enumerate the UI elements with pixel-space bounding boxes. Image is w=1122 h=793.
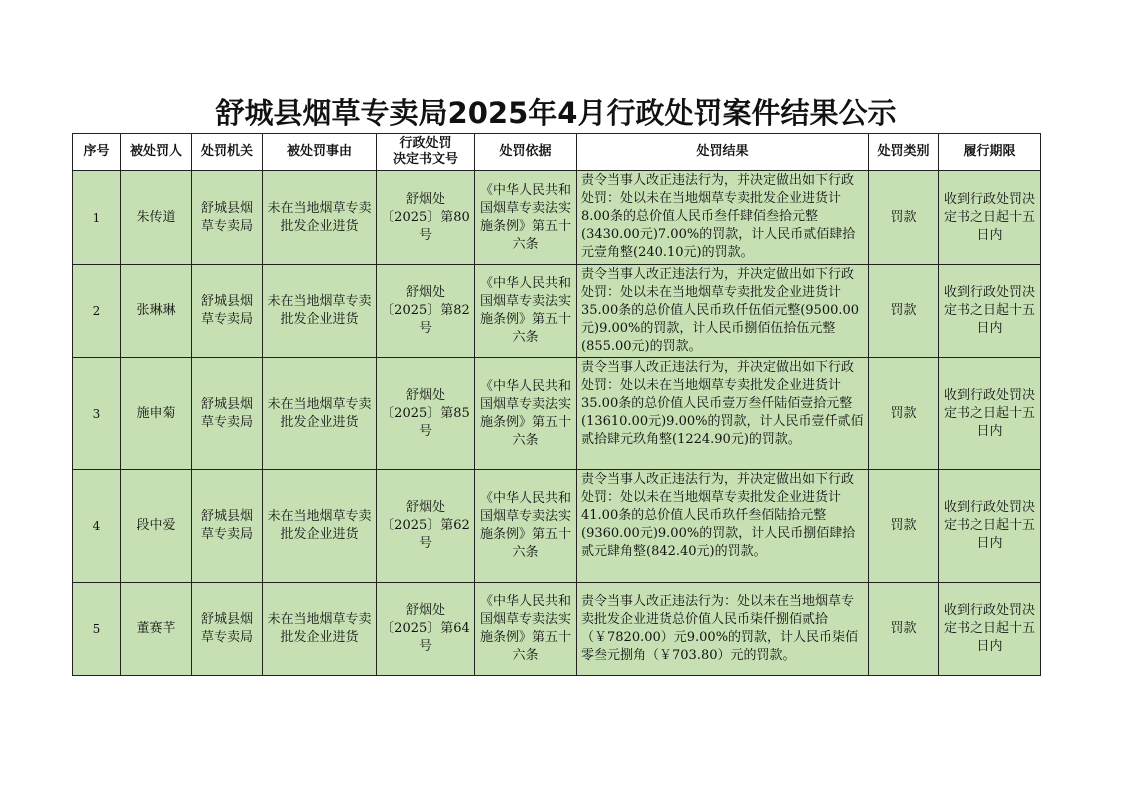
cell-doc-no: 舒烟处〔2025〕第82号 xyxy=(377,265,475,358)
cell-seq: 4 xyxy=(73,470,121,583)
cell-doc-no: 舒烟处〔2025〕第64号 xyxy=(377,583,475,676)
cell-person: 朱传道 xyxy=(121,171,192,265)
table-row xyxy=(73,265,1041,358)
cell-reason: 未在当地烟草专卖批发企业进货 xyxy=(263,583,377,676)
table-row xyxy=(73,358,1041,470)
cell-reason: 未在当地烟草专卖批发企业进货 xyxy=(263,470,377,583)
cell-category: 罚款 xyxy=(869,265,939,358)
cell-basis: 《中华人民共和国烟草专卖法实施条例》第五十六条 xyxy=(475,470,577,583)
table-body xyxy=(73,171,1041,676)
column-header-result: 处罚结果 xyxy=(577,134,869,171)
cell-deadline: 收到行政处罚决定书之日起十五日内 xyxy=(939,265,1041,358)
cell-authority: 舒城县烟草专卖局 xyxy=(192,583,263,676)
cell-person: 张琳琳 xyxy=(121,265,192,358)
cell-doc-no: 舒烟处〔2025〕第85号 xyxy=(377,358,475,470)
cell-category: 罚款 xyxy=(869,583,939,676)
cell-category: 罚款 xyxy=(869,358,939,470)
page-title: 舒城县烟草专卖局2025年4月行政处罚案件结果公示 xyxy=(215,96,897,130)
column-header-reason: 被处罚事由 xyxy=(263,134,377,171)
cell-person: 施申菊 xyxy=(121,358,192,470)
table-row xyxy=(73,171,1041,265)
cell-reason: 未在当地烟草专卖批发企业进货 xyxy=(263,171,377,265)
cell-deadline: 收到行政处罚决定书之日起十五日内 xyxy=(939,583,1041,676)
cell-basis: 《中华人民共和国烟草专卖法实施条例》第五十六条 xyxy=(475,358,577,470)
cell-basis: 《中华人民共和国烟草专卖法实施条例》第五十六条 xyxy=(475,171,577,265)
table-header xyxy=(73,134,1041,171)
column-header-basis: 处罚依据 xyxy=(475,134,577,171)
cell-category: 罚款 xyxy=(869,171,939,265)
cell-seq: 5 xyxy=(73,583,121,676)
cell-person: 董赛芊 xyxy=(121,583,192,676)
cell-basis: 《中华人民共和国烟草专卖法实施条例》第五十六条 xyxy=(475,265,577,358)
cell-result: 责令当事人改正违法行为，并决定做出如下行政处罚：处以未在当地烟草专卖批发企业进货计41.00条的总价值人民币玖仟叁佰陆拾元整(9360.00元)9.00%的罚款，计人民币捌佰肆拾贰元肆角整(842.40元)的罚款。 xyxy=(577,470,869,583)
cell-seq: 1 xyxy=(73,171,121,265)
cell-seq: 2 xyxy=(73,265,121,358)
cell-reason: 未在当地烟草专卖批发企业进货 xyxy=(263,358,377,470)
column-header-seq: 序号 xyxy=(73,134,121,171)
cell-category: 罚款 xyxy=(869,470,939,583)
cell-doc-no: 舒烟处〔2025〕第62号 xyxy=(377,470,475,583)
column-header-authority: 处罚机关 xyxy=(192,134,263,171)
cell-deadline: 收到行政处罚决定书之日起十五日内 xyxy=(939,358,1041,470)
cell-basis: 《中华人民共和国烟草专卖法实施条例》第五十六条 xyxy=(475,583,577,676)
column-header-person: 被处罚人 xyxy=(121,134,192,171)
header-row xyxy=(73,134,1041,171)
cell-authority: 舒城县烟草专卖局 xyxy=(192,470,263,583)
cell-deadline: 收到行政处罚决定书之日起十五日内 xyxy=(939,171,1041,265)
table-row xyxy=(73,583,1041,676)
cell-result: 责令当事人改正违法行为，并决定做出如下行政处罚：处以未在当地烟草专卖批发企业进货计35.00条的总价值人民币玖仟伍佰元整(9500.00元)9.00%的罚款，计人民币捌佰伍拾伍元整(855.00元)的罚款。 xyxy=(577,265,869,358)
cell-result: 责令当事人改正违法行为，并决定做出如下行政处罚：处以未在当地烟草专卖批发企业进货计8.00条的总价值人民币叁仟肆佰叁拾元整(3430.00元)7.00%的罚款，计人民币贰佰肆拾元壹角整(240.10元)的罚款。 xyxy=(577,171,869,265)
cell-authority: 舒城县烟草专卖局 xyxy=(192,265,263,358)
cell-seq: 3 xyxy=(73,358,121,470)
column-header-doc-no: 行政处罚 决定书文号 xyxy=(377,134,475,171)
cell-result: 责令当事人改正违法行为，并决定做出如下行政处罚：处以未在当地烟草专卖批发企业进货计35.00条的总价值人民币壹万叁仟陆佰壹拾元整(13610.00元)9.00%的罚款，计人民币壹仟贰佰贰拾肆元玖角整(1224.90元)的罚款。 xyxy=(577,358,869,470)
table-row xyxy=(73,470,1041,583)
cell-doc-no: 舒烟处〔2025〕第80号 xyxy=(377,171,475,265)
cell-person: 段中爱 xyxy=(121,470,192,583)
cell-reason: 未在当地烟草专卖批发企业进货 xyxy=(263,265,377,358)
column-header-category: 处罚类别 xyxy=(869,134,939,171)
cell-authority: 舒城县烟草专卖局 xyxy=(192,358,263,470)
cell-authority: 舒城县烟草专卖局 xyxy=(192,171,263,265)
cell-result: 责令当事人改正违法行为：处以未在当地烟草专卖批发企业进货总价值人民币柒仟捌佰贰拾（￥7820.00）元9.00%的罚款，计人民币柒佰零叁元捌角（￥703.80）元的罚款。 xyxy=(577,583,869,676)
penalty-results-table xyxy=(72,133,1041,676)
column-header-deadline: 履行期限 xyxy=(939,134,1041,171)
cell-deadline: 收到行政处罚决定书之日起十五日内 xyxy=(939,470,1041,583)
